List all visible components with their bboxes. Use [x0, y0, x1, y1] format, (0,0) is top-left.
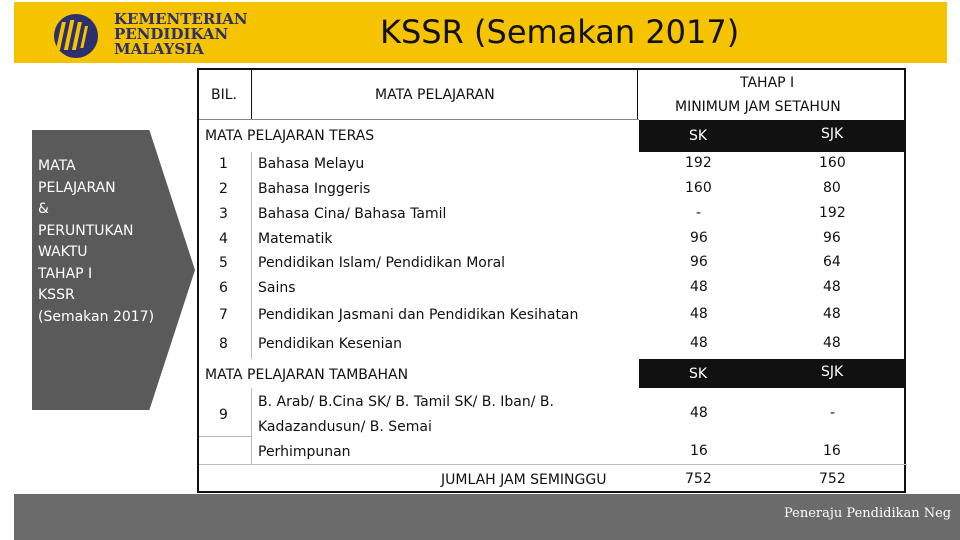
- row-number: 3: [219, 206, 228, 222]
- sjk-header: SJK: [821, 364, 844, 380]
- table-divider: [639, 95, 904, 96]
- row-sk-hours: 16: [690, 443, 708, 459]
- row-sjk-hours: 96: [823, 230, 841, 246]
- row-subject: Pendidikan Islam/ Pendidikan Moral: [258, 255, 506, 271]
- row-sk-hours: 48: [690, 279, 708, 295]
- table-divider: [251, 388, 252, 465]
- ministry-emblem-icon: [52, 12, 102, 60]
- sk-header: SK: [689, 366, 708, 382]
- table-divider: [637, 70, 638, 119]
- total-label: JUMLAH JAM SEMINGGU: [441, 472, 607, 488]
- row-subject: Bahasa Cina/ Bahasa Tamil: [258, 206, 447, 222]
- sjk-header: SJK: [821, 126, 844, 142]
- side-panel-line: WAKTU: [38, 244, 88, 260]
- row-sjk-hours: 48: [823, 335, 841, 351]
- side-panel-line: TAHAP I: [38, 265, 93, 282]
- row-sjk-hours: -: [830, 405, 836, 421]
- table-divider: [199, 464, 907, 465]
- logo-line-2: PENDIDIKAN: [114, 25, 229, 43]
- row-subject: Bahasa Melayu: [258, 156, 365, 172]
- footer-tagline: Peneraju Pendidikan Neg: [784, 506, 952, 521]
- total-sk-hours: 752: [685, 471, 712, 487]
- row-subject: Sains: [258, 280, 296, 296]
- row-sk-hours: 48: [690, 306, 708, 322]
- column-header-bil: BIL.: [211, 87, 237, 103]
- row-subject: Perhimpunan: [258, 444, 351, 460]
- side-panel-line: &: [38, 201, 49, 217]
- table-divider: [251, 70, 252, 119]
- column-header-subject: MATA PELAJARAN: [375, 87, 495, 103]
- row-sjk-hours: 48: [823, 306, 841, 322]
- column-header-minimum: MINIMUM JAM SETAHUN: [675, 99, 841, 115]
- sk-sjk-header-teras: [639, 120, 904, 152]
- row-sjk-hours: 192: [819, 205, 846, 221]
- side-panel-line: PERUNTUKAN: [38, 222, 134, 239]
- section-teras-label: MATA PELAJARAN TERAS: [205, 128, 375, 144]
- row-number: 6: [219, 280, 228, 296]
- row-sjk-hours: 80: [823, 180, 841, 196]
- row-subject: Bahasa Inggeris: [258, 181, 371, 197]
- row-sk-hours: 96: [690, 230, 708, 246]
- row-number: 5: [219, 255, 228, 271]
- row-sjk-hours: 16: [823, 443, 841, 459]
- table-divider: [251, 152, 252, 359]
- ministry-logo: [52, 12, 252, 60]
- side-panel-line: KSSR: [38, 287, 75, 303]
- row-sk-hours: -: [696, 205, 702, 221]
- column-header-tahap: TAHAP I: [740, 75, 795, 91]
- total-sjk-hours: 752: [819, 471, 846, 487]
- side-panel-line: (Semakan 2017): [38, 308, 155, 325]
- row-number: 1: [219, 156, 228, 172]
- row-sk-hours: 160: [685, 180, 712, 196]
- row-number: 7: [219, 307, 228, 323]
- row-subject-line1: B. Arab/ B.Cina SK/ B. Tamil SK/ B. Iban/ B.: [258, 394, 554, 410]
- row-sk-hours: 96: [690, 254, 708, 270]
- row-subject: Pendidikan Kesenian: [258, 336, 402, 352]
- row-number: 4: [219, 231, 228, 247]
- table-divider: [199, 119, 639, 120]
- row-subject: Pendidikan Jasmani dan Pendidikan Kesihatan: [258, 307, 579, 323]
- row-number: 2: [219, 181, 228, 197]
- logo-line-3: MALAYSIA: [114, 40, 204, 58]
- subject-hours-table: [197, 68, 906, 493]
- section-tambahan-label: MATA PELAJARAN TAMBAHAN: [205, 367, 409, 383]
- row-sk-hours: 192: [685, 155, 712, 171]
- row-sjk-hours: 160: [819, 155, 846, 171]
- sk-header: SK: [689, 128, 708, 144]
- side-panel-line: PELAJARAN: [38, 179, 116, 196]
- row-subject-line2: Kadazandusun/ B. Semai: [258, 419, 432, 435]
- sk-sjk-header-tambahan: [639, 359, 904, 388]
- logo-wordmark: [114, 12, 248, 57]
- table-divider: [199, 436, 251, 437]
- row-number: 9: [219, 407, 228, 423]
- logo-line-1: KEMENTERIAN: [114, 10, 248, 28]
- row-subject: Matematik: [258, 231, 333, 247]
- page-title: KSSR (Semakan 2017): [380, 13, 740, 51]
- side-panel-line: MATA: [38, 158, 76, 174]
- row-sk-hours: 48: [690, 335, 708, 351]
- side-panel-text: [38, 156, 154, 328]
- row-sjk-hours: 48: [823, 279, 841, 295]
- row-number: 8: [219, 336, 228, 352]
- row-sjk-hours: 64: [823, 254, 841, 270]
- row-sk-hours: 48: [690, 405, 708, 421]
